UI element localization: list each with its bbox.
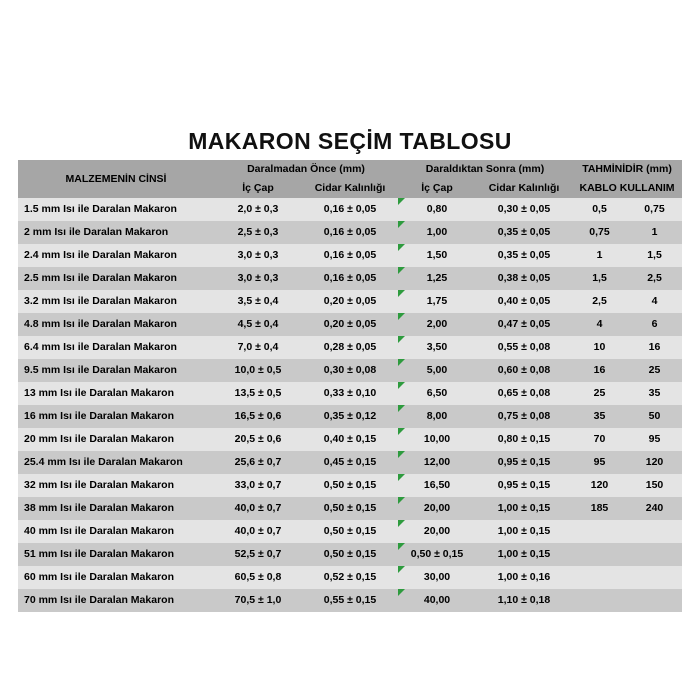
cell-cable: 185 bbox=[572, 497, 627, 520]
cell-after-inner bbox=[398, 474, 476, 497]
cell-before-inner: 7,0 ± 0,4 bbox=[214, 336, 302, 359]
cell-cable bbox=[572, 520, 627, 543]
cell-material: 6.4 mm Isı ile Daralan Makaron bbox=[18, 336, 214, 359]
table-row bbox=[18, 382, 682, 405]
cell-material: 3.2 mm Isı ile Daralan Makaron bbox=[18, 290, 214, 313]
cell-before-wall: 0,50 ± 0,15 bbox=[302, 543, 398, 566]
green-flag-icon bbox=[398, 405, 405, 412]
cell-material: 1.5 mm Isı ile Daralan Makaron bbox=[18, 198, 214, 221]
green-flag-icon bbox=[398, 451, 405, 458]
cell-after-wall: 0,35 ± 0,05 bbox=[476, 221, 572, 244]
cell-before-inner: 60,5 ± 0,8 bbox=[214, 566, 302, 589]
table-row bbox=[18, 451, 682, 474]
cell-cable: 10 bbox=[572, 336, 627, 359]
cell-usage: 50 bbox=[627, 405, 682, 428]
table-header-row bbox=[18, 160, 682, 179]
cell-material: 60 mm Isı ile Daralan Makaron bbox=[18, 566, 214, 589]
cell-cable: 1 bbox=[572, 244, 627, 267]
selection-table-container bbox=[18, 160, 682, 612]
cell-usage: 1,5 bbox=[627, 244, 682, 267]
cell-after-wall: 0,38 ± 0,05 bbox=[476, 267, 572, 290]
table-head bbox=[18, 160, 682, 198]
green-flag-icon bbox=[398, 382, 405, 389]
table-body bbox=[18, 198, 682, 612]
cell-after-inner bbox=[398, 543, 476, 566]
cell-usage: 16 bbox=[627, 336, 682, 359]
cell-usage bbox=[627, 566, 682, 589]
green-flag-icon bbox=[398, 474, 405, 481]
cell-after-inner-text: 6,50 bbox=[426, 386, 448, 399]
cell-before-inner: 33,0 ± 0,7 bbox=[214, 474, 302, 497]
green-flag-icon bbox=[398, 336, 405, 343]
cell-cable: 95 bbox=[572, 451, 627, 474]
table-row bbox=[18, 428, 682, 451]
cell-material: 16 mm Isı ile Daralan Makaron bbox=[18, 405, 214, 428]
cell-after-inner bbox=[398, 497, 476, 520]
cell-after-wall: 0,95 ± 0,15 bbox=[476, 474, 572, 497]
table-row bbox=[18, 589, 682, 612]
cell-usage: 4 bbox=[627, 290, 682, 313]
cell-before-wall: 0,52 ± 0,15 bbox=[302, 566, 398, 589]
cell-before-wall: 0,33 ± 0,10 bbox=[302, 382, 398, 405]
cell-after-wall: 0,75 ± 0,08 bbox=[476, 405, 572, 428]
cell-after-inner-text: 1,25 bbox=[426, 271, 448, 284]
cell-before-wall: 0,50 ± 0,15 bbox=[302, 520, 398, 543]
cell-material: 2.5 mm Isı ile Daralan Makaron bbox=[18, 267, 214, 290]
green-flag-icon bbox=[398, 589, 405, 596]
cell-before-wall: 0,35 ± 0,12 bbox=[302, 405, 398, 428]
cell-before-wall: 0,16 ± 0,05 bbox=[302, 267, 398, 290]
cell-after-inner-text: 20,00 bbox=[423, 524, 451, 537]
cell-after-wall: 0,40 ± 0,05 bbox=[476, 290, 572, 313]
cell-after-inner-text: 20,00 bbox=[423, 501, 451, 514]
cell-before-wall: 0,55 ± 0,15 bbox=[302, 589, 398, 612]
cell-cable bbox=[572, 543, 627, 566]
green-flag-icon bbox=[398, 543, 405, 550]
cell-before-wall: 0,50 ± 0,15 bbox=[302, 497, 398, 520]
cell-before-wall: 0,16 ± 0,05 bbox=[302, 244, 398, 267]
cell-usage: 25 bbox=[627, 359, 682, 382]
cell-after-inner-text: 10,00 bbox=[423, 432, 451, 445]
cell-after-inner bbox=[398, 428, 476, 451]
green-flag-icon bbox=[398, 313, 405, 320]
cell-before-inner: 3,0 ± 0,3 bbox=[214, 267, 302, 290]
cell-cable: 0,5 bbox=[572, 198, 627, 221]
cell-before-wall: 0,20 ± 0,05 bbox=[302, 290, 398, 313]
cell-before-wall: 0,28 ± 0,05 bbox=[302, 336, 398, 359]
cell-cable: 35 bbox=[572, 405, 627, 428]
cell-before-wall: 0,30 ± 0,08 bbox=[302, 359, 398, 382]
cell-after-wall: 1,10 ± 0,18 bbox=[476, 589, 572, 612]
cell-after-inner-text: 8,00 bbox=[426, 409, 448, 422]
header-after-wall: Cidar Kalınlığı bbox=[476, 179, 572, 198]
table-row bbox=[18, 405, 682, 428]
cell-cable: 0,75 bbox=[572, 221, 627, 244]
cell-after-wall: 0,60 ± 0,08 bbox=[476, 359, 572, 382]
cell-after-inner bbox=[398, 589, 476, 612]
cell-cable: 25 bbox=[572, 382, 627, 405]
cell-after-inner bbox=[398, 336, 476, 359]
cell-after-wall: 1,00 ± 0,15 bbox=[476, 520, 572, 543]
cell-before-wall: 0,50 ± 0,15 bbox=[302, 474, 398, 497]
cell-material: 40 mm Isı ile Daralan Makaron bbox=[18, 520, 214, 543]
cell-cable bbox=[572, 589, 627, 612]
green-flag-icon bbox=[398, 566, 405, 573]
cell-after-wall: 1,00 ± 0,15 bbox=[476, 543, 572, 566]
cell-cable: 70 bbox=[572, 428, 627, 451]
cell-after-inner bbox=[398, 359, 476, 382]
green-flag-icon bbox=[398, 520, 405, 527]
cell-after-inner bbox=[398, 451, 476, 474]
cell-after-inner bbox=[398, 313, 476, 336]
cell-after-inner-text: 30,00 bbox=[423, 570, 451, 583]
table-row bbox=[18, 497, 682, 520]
cell-material: 2.4 mm Isı ile Daralan Makaron bbox=[18, 244, 214, 267]
table-row bbox=[18, 267, 682, 290]
table-row bbox=[18, 474, 682, 497]
green-flag-icon bbox=[398, 221, 405, 228]
cell-material: 13 mm Isı ile Daralan Makaron bbox=[18, 382, 214, 405]
green-flag-icon bbox=[398, 198, 405, 205]
cell-before-inner: 20,5 ± 0,6 bbox=[214, 428, 302, 451]
cell-before-inner: 3,5 ± 0,4 bbox=[214, 290, 302, 313]
cell-before-wall: 0,16 ± 0,05 bbox=[302, 221, 398, 244]
cell-after-inner-text: 3,50 bbox=[426, 340, 448, 353]
table-row bbox=[18, 198, 682, 221]
cell-before-inner: 25,6 ± 0,7 bbox=[214, 451, 302, 474]
table-row bbox=[18, 290, 682, 313]
header-material: MALZEMENİN CİNSİ bbox=[18, 160, 214, 198]
cell-after-wall: 0,30 ± 0,05 bbox=[476, 198, 572, 221]
table-row bbox=[18, 313, 682, 336]
cell-before-inner: 2,0 ± 0,3 bbox=[214, 198, 302, 221]
cell-cable: 120 bbox=[572, 474, 627, 497]
header-before-group: Daralmadan Önce (mm) bbox=[214, 160, 398, 179]
cell-after-wall: 0,80 ± 0,15 bbox=[476, 428, 572, 451]
cell-cable bbox=[572, 566, 627, 589]
cell-usage: 95 bbox=[627, 428, 682, 451]
header-after-group: Daraldıktan Sonra (mm) bbox=[398, 160, 572, 179]
cell-before-wall: 0,45 ± 0,15 bbox=[302, 451, 398, 474]
cell-usage: 2,5 bbox=[627, 267, 682, 290]
header-before-wall: Cidar Kalınlığı bbox=[302, 179, 398, 198]
green-flag-icon bbox=[398, 267, 405, 274]
cell-usage bbox=[627, 543, 682, 566]
cell-material: 9.5 mm Isı ile Daralan Makaron bbox=[18, 359, 214, 382]
cell-cable: 4 bbox=[572, 313, 627, 336]
cell-after-inner-text: 0,80 bbox=[426, 202, 448, 215]
cell-after-wall: 1,00 ± 0,15 bbox=[476, 497, 572, 520]
cell-material: 4.8 mm Isı ile Daralan Makaron bbox=[18, 313, 214, 336]
cell-cable: 1,5 bbox=[572, 267, 627, 290]
cell-after-inner bbox=[398, 267, 476, 290]
cell-material: 51 mm Isı ile Daralan Makaron bbox=[18, 543, 214, 566]
cell-usage: 120 bbox=[627, 451, 682, 474]
cell-after-inner-text: 0,50 ± 0,15 bbox=[410, 547, 464, 560]
cell-usage: 0,75 bbox=[627, 198, 682, 221]
cell-after-wall: 0,65 ± 0,08 bbox=[476, 382, 572, 405]
cell-after-inner bbox=[398, 198, 476, 221]
cell-usage bbox=[627, 520, 682, 543]
cell-after-inner bbox=[398, 244, 476, 267]
cell-before-inner: 2,5 ± 0,3 bbox=[214, 221, 302, 244]
header-before-inner: İç Çap bbox=[214, 179, 302, 198]
cell-after-inner bbox=[398, 382, 476, 405]
cell-material: 38 mm Isı ile Daralan Makaron bbox=[18, 497, 214, 520]
cell-after-wall: 0,95 ± 0,15 bbox=[476, 451, 572, 474]
cell-after-inner-text: 16,50 bbox=[423, 478, 451, 491]
cell-after-inner bbox=[398, 520, 476, 543]
cell-before-inner: 10,0 ± 0,5 bbox=[214, 359, 302, 382]
cell-before-inner: 40,0 ± 0,7 bbox=[214, 520, 302, 543]
cell-after-inner-text: 2,00 bbox=[426, 317, 448, 330]
green-flag-icon bbox=[398, 497, 405, 504]
cell-before-inner: 16,5 ± 0,6 bbox=[214, 405, 302, 428]
cell-after-inner-text: 1,75 bbox=[426, 294, 448, 307]
header-estimate-sub: KABLO KULLANIM bbox=[572, 179, 682, 198]
header-estimate-group: TAHMİNİDİR (mm) bbox=[572, 160, 682, 179]
table-row bbox=[18, 566, 682, 589]
cell-after-wall: 1,00 ± 0,16 bbox=[476, 566, 572, 589]
cell-usage bbox=[627, 589, 682, 612]
cell-before-inner: 52,5 ± 0,7 bbox=[214, 543, 302, 566]
green-flag-icon bbox=[398, 290, 405, 297]
cell-after-wall: 0,47 ± 0,05 bbox=[476, 313, 572, 336]
table-row bbox=[18, 359, 682, 382]
cell-cable: 16 bbox=[572, 359, 627, 382]
green-flag-icon bbox=[398, 428, 405, 435]
green-flag-icon bbox=[398, 244, 405, 251]
table-row bbox=[18, 543, 682, 566]
cell-before-inner: 70,5 ± 1,0 bbox=[214, 589, 302, 612]
cell-usage: 150 bbox=[627, 474, 682, 497]
cell-after-inner-text: 40,00 bbox=[423, 593, 451, 606]
cell-after-inner-text: 1,00 bbox=[426, 225, 448, 238]
cell-after-inner bbox=[398, 566, 476, 589]
cell-before-inner: 40,0 ± 0,7 bbox=[214, 497, 302, 520]
table-row bbox=[18, 244, 682, 267]
cell-material: 32 mm Isı ile Daralan Makaron bbox=[18, 474, 214, 497]
cell-material: 25.4 mm Isı ile Daralan Makaron bbox=[18, 451, 214, 474]
cell-before-wall: 0,16 ± 0,05 bbox=[302, 198, 398, 221]
cell-after-inner-text: 12,00 bbox=[423, 455, 451, 468]
cell-usage: 240 bbox=[627, 497, 682, 520]
page-title: MAKARON SEÇİM TABLOSU bbox=[188, 128, 512, 154]
cell-cable: 2,5 bbox=[572, 290, 627, 313]
cell-material: 70 mm Isı ile Daralan Makaron bbox=[18, 589, 214, 612]
cell-material: 2 mm Isı ile Daralan Makaron bbox=[18, 221, 214, 244]
cell-material: 20 mm Isı ile Daralan Makaron bbox=[18, 428, 214, 451]
cell-after-inner bbox=[398, 290, 476, 313]
selection-table bbox=[18, 160, 682, 612]
cell-usage: 6 bbox=[627, 313, 682, 336]
cell-before-inner: 3,0 ± 0,3 bbox=[214, 244, 302, 267]
cell-after-wall: 0,35 ± 0,05 bbox=[476, 244, 572, 267]
table-row bbox=[18, 221, 682, 244]
cell-before-wall: 0,40 ± 0,15 bbox=[302, 428, 398, 451]
cell-before-inner: 4,5 ± 0,4 bbox=[214, 313, 302, 336]
green-flag-icon bbox=[398, 359, 405, 366]
cell-after-wall: 0,55 ± 0,08 bbox=[476, 336, 572, 359]
header-after-inner: İç Çap bbox=[398, 179, 476, 198]
cell-after-inner bbox=[398, 221, 476, 244]
cell-usage: 35 bbox=[627, 382, 682, 405]
cell-after-inner bbox=[398, 405, 476, 428]
cell-usage: 1 bbox=[627, 221, 682, 244]
table-row bbox=[18, 336, 682, 359]
cell-before-wall: 0,20 ± 0,05 bbox=[302, 313, 398, 336]
cell-after-inner-text: 5,00 bbox=[426, 363, 448, 376]
cell-before-inner: 13,5 ± 0,5 bbox=[214, 382, 302, 405]
cell-after-inner-text: 1,50 bbox=[426, 248, 448, 261]
table-row bbox=[18, 520, 682, 543]
